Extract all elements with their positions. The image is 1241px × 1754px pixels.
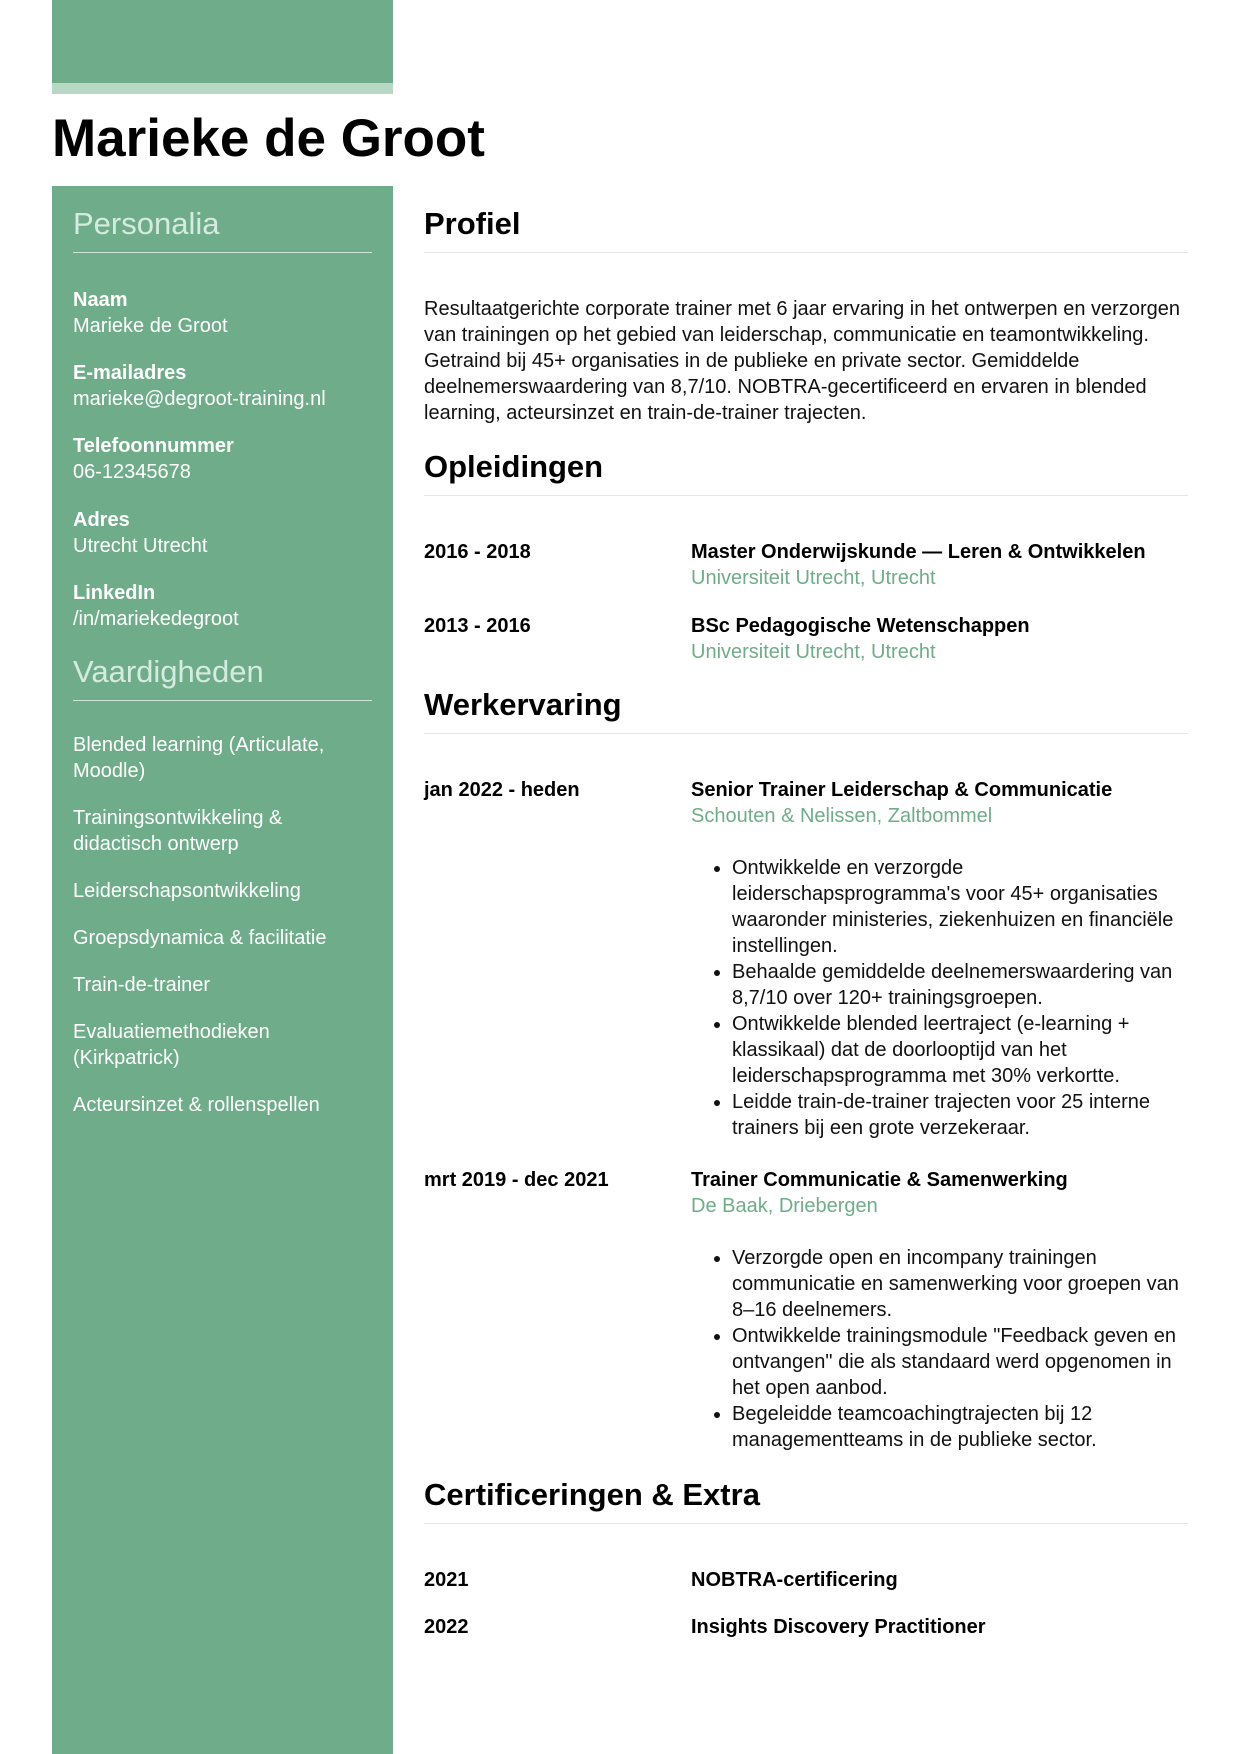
field-email [73,360,372,412]
field-label: E-mailadres [73,362,187,384]
entry-body [691,777,1188,1141]
field-value: marieke@degroot-training.nl [73,388,326,410]
skill-item: Groepsdynamica & facilitatie [73,927,327,949]
header-accent-band [52,0,393,83]
profile-heading: Profiel [424,206,1188,253]
sidebar [52,186,393,1754]
skills-list [73,732,372,1139]
achievement-item: • Ontwikkelde blended leertraject (e-learning + klassikaal) dat de doorlooptijd van het leiderschapsprogramma met 30% verkortte. [732,1011,1188,1089]
entry-body [691,1614,1188,1640]
entry-title: NOBTRA-certificering [691,1569,898,1591]
entry-title: Trainer Communicatie & Samenwerking [691,1169,1068,1191]
entry-body [691,613,1188,665]
entry-company: Schouten & Nelissen, Zaltbommel [691,805,993,827]
entry-institution: Universiteit Utrecht, Utrecht [691,641,936,663]
skills-heading: Vaardigheden [73,654,372,701]
entry-title: Senior Trainer Leiderschap & Communicatie [691,779,1113,801]
entry-title: Insights Discovery Practitioner [691,1616,986,1638]
field-address [73,507,372,559]
achievement-item: • Ontwikkelde trainingsmodule "Feedback geven en ontvangen" die als standaard werd opgenomen in het open aanbod. [732,1323,1188,1401]
entry-institution: Universiteit Utrecht, Utrecht [691,567,936,589]
personal-heading: Personalia [73,206,372,253]
skill-item: Blended learning (Articulate, Moodle) [73,734,325,782]
experience-heading: Werkervaring [424,687,1188,734]
entry-date: 2016 - 2018 [424,541,531,563]
achievement-item: • Behaalde gemiddelde deelnemerswaardering van 8,7/10 over 120+ trainingsgroepen. [732,959,1188,1011]
field-label: Telefoonnummer [73,435,234,457]
entry-title: Master Onderwijskunde — Leren & Ontwikkelen [691,541,1146,563]
skill-item: Trainingsontwikkeling & didactisch ontwerp [73,807,283,855]
field-label: LinkedIn [73,582,156,604]
field-value: 06-12345678 [73,461,191,483]
entry-date: 2022 [424,1616,469,1638]
field-value: /in/mariekedegroot [73,608,239,630]
field-label: Naam [73,289,128,311]
field-name [73,287,372,339]
certifications-heading: Certificeringen & Extra [424,1477,1188,1524]
entry-date: mrt 2019 - dec 2021 [424,1169,609,1191]
entry-body [691,1167,1188,1453]
field-label: Adres [73,509,130,531]
achievement-item: • Ontwikkelde en verzorgde leiderschapsprogramma's voor 45+ organisaties waaronder ministeries, ziekenhuizen en financiële instellingen. [732,855,1188,959]
skill-item: Train-de-trainer [73,974,211,996]
profile-text: Resultaatgerichte corporate trainer met 6 jaar ervaring in het ontwerpen en verzorgen van trainingen op het gebied van leiderschap, communicatie en teamontwikkeling. Getraind bij 45+ organisaties in de publieke en private sector. Gemiddelde deelnemerswaardering van 8,7/10. NOBTRA-gecertificeerd en ervaren in blended learning, acteursinzet en train-de-trainer trajecten. [424,298,1180,424]
entry-date: 2013 - 2016 [424,615,531,637]
skill-item: Acteursinzet & rollenspellen [73,1094,320,1116]
achievement-item: • Leidde train-de-trainer trajecten voor 25 interne trainers bij een grote verzekeraar. [732,1089,1188,1141]
field-phone [73,433,372,485]
entry-body [691,539,1188,591]
header-accent-stripe [52,83,393,94]
entry-date: 2021 [424,1569,469,1591]
field-linkedin [73,580,372,632]
entry-body [691,1567,1188,1593]
field-value: Marieke de Groot [73,315,228,337]
achievement-list [691,1245,1188,1453]
education-heading: Opleidingen [424,449,1188,496]
skill-item: Evaluatiemethodieken (Kirkpatrick) [73,1021,270,1069]
entry-date: jan 2022 - heden [424,779,580,801]
field-value: Utrecht Utrecht [73,535,208,557]
entry-title: BSc Pedagogische Wetenschappen [691,615,1030,637]
achievement-item: • Begeleidde teamcoachingtrajecten bij 12 managementteams in de publieke sector. [732,1401,1188,1453]
entry-company: De Baak, Driebergen [691,1195,878,1217]
skill-item: Leiderschapsontwikkeling [73,880,301,902]
candidate-name: Marieke de Groot [52,109,485,168]
achievement-list [691,855,1188,1141]
achievement-item: • Verzorgde open en incompany trainingen communicatie en samenwerking voor groepen van 8–16 deelnemers. [732,1245,1188,1323]
